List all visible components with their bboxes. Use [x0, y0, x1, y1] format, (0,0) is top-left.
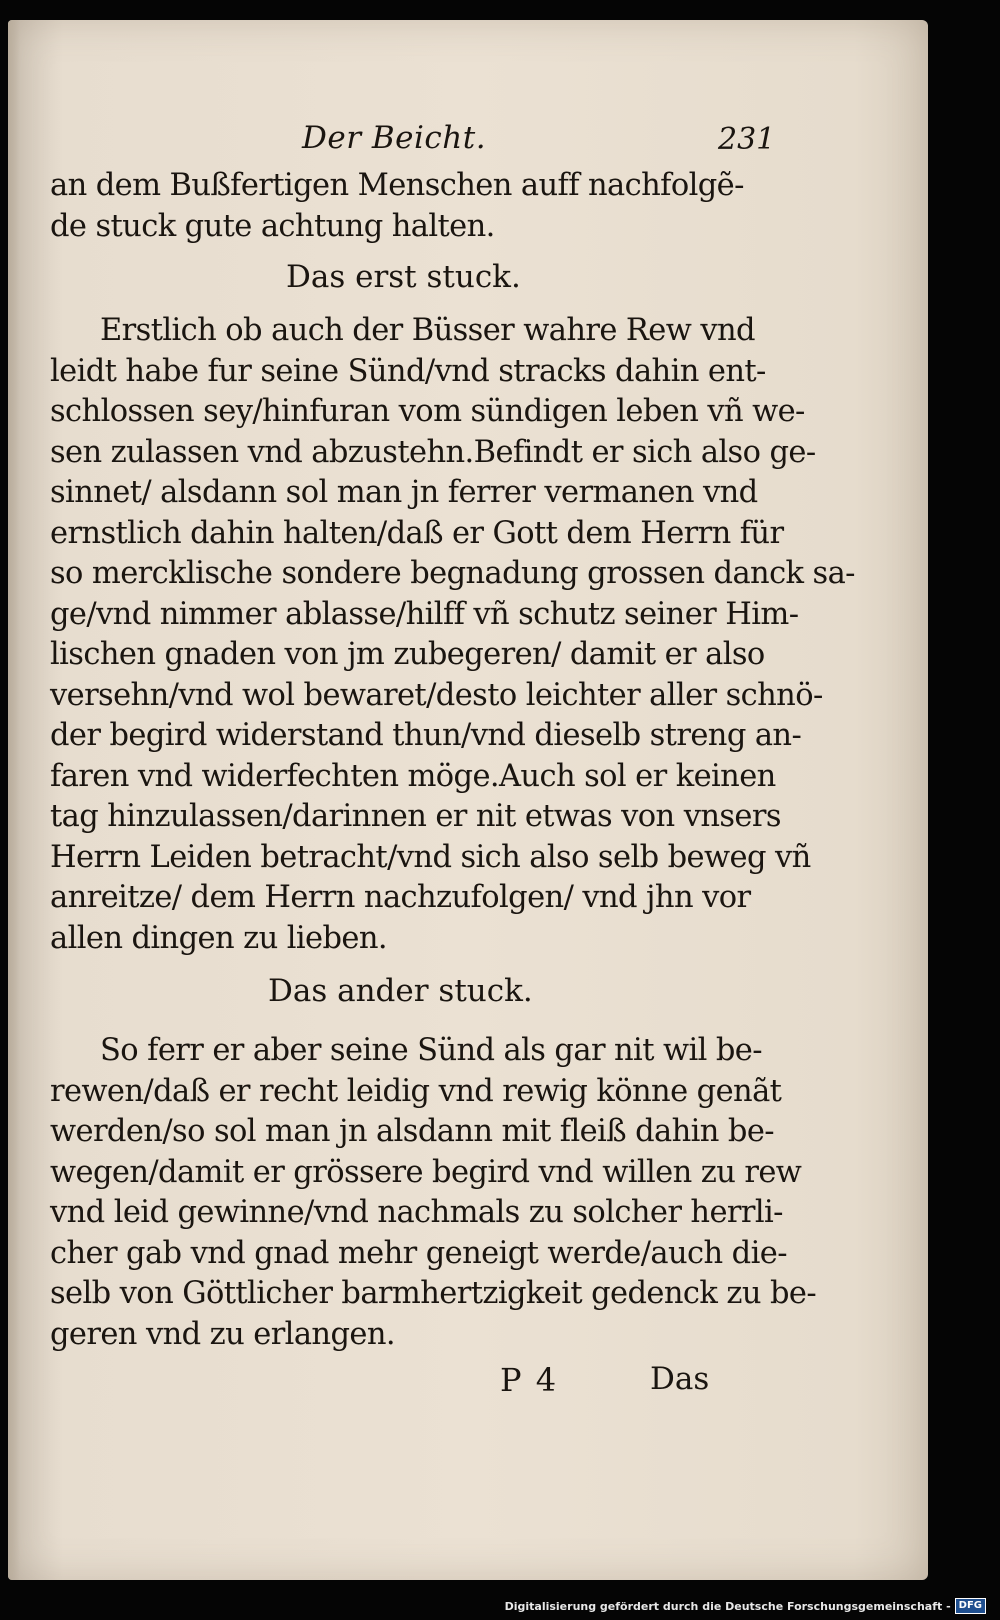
text-block	[50, 120, 855, 1411]
text-line: rewen/daß er recht leidig vnd rewig könne genãt	[50, 1073, 782, 1109]
text-line: tag hinzulassen/darinnen er nit etwas von vnsers	[50, 799, 781, 834]
section-2-paragraph	[50, 1031, 817, 1355]
catchword: Das	[650, 1361, 710, 1397]
text-line: geren vnd zu erlangen.	[50, 1316, 395, 1352]
text-line: selb von Göttlicher barmhertzigkeit gedenck zu be-	[50, 1276, 817, 1311]
text-line: ernstlich dahin halten/daß er Gott dem Herrn für	[50, 515, 784, 551]
running-head	[50, 120, 776, 166]
text-line: versehn/vnd wol bewaret/desto leichter aller schnö-	[50, 677, 823, 713]
book-page	[8, 20, 928, 1580]
text-line: so mercklische sondere begnadung grossen danck sa-	[50, 556, 855, 591]
text-line: faren vnd widerfechten möge.Auch sol er keinen	[50, 758, 776, 794]
text-line: Herrn Leiden betracht/vnd sich also selb beweg vñ	[50, 839, 811, 875]
credit-text: Digitalisierung gefördert durch die Deutsche Forschungsgemeinschaft -	[504, 1599, 951, 1613]
section-heading-2: Das ander stuck.	[268, 973, 533, 1009]
text-line: werden/so sol man jn alsdann mit fleiß dahin be-	[50, 1114, 774, 1149]
dfg-logo: DFG	[955, 1598, 986, 1614]
text-line: lischen gnaden von jm zubegeren/ damit er also	[50, 637, 765, 672]
text-line: sinnet/ alsdann sol man jn ferrer vermanen vnd	[50, 475, 758, 510]
section-1-paragraph	[50, 311, 855, 959]
page-number: 231	[718, 122, 776, 157]
text-line: ge/vnd nimmer ablasse/hilff vñ schutz seiner Him-	[50, 596, 799, 632]
text-line: cher gab vnd gnad mehr geneigt werde/auch die-	[50, 1235, 787, 1271]
text-line: wegen/damit er grössere begird vnd willen zu rew	[50, 1154, 802, 1190]
intro-lines	[50, 166, 750, 247]
text-line: de stuck gute achtung halten.	[50, 208, 495, 244]
text-line: anreitze/ dem Herrn nachzufolgen/ vnd jhn vor	[50, 880, 751, 915]
text-line: allen dingen zu lieben.	[50, 920, 387, 956]
page-foot	[50, 1361, 750, 1411]
text-line: sen zulassen vnd abzustehn.Befindt er sich also ge-	[50, 434, 816, 470]
text-line: der begird widerstand thun/vnd dieselb streng an-	[50, 718, 802, 753]
text-line: vnd leid gewinne/vnd nachmals zu solcher herrli-	[50, 1195, 783, 1230]
text-line: schlossen sey/hinfuran vom sündigen leben vñ we-	[50, 394, 805, 429]
text-line: So ferr er aber seine Sünd als gar nit wil be-	[100, 1033, 762, 1068]
section-heading-1: Das erst stuck.	[286, 259, 521, 295]
text-line: Erstlich ob auch der Büsser wahre Rew vnd	[100, 313, 755, 348]
page-binding-edge	[8, 20, 20, 1580]
signature-mark: P 4	[500, 1361, 559, 1399]
text-line: an dem Bußfertigen Menschen auff nachfolgẽ-	[50, 168, 744, 203]
text-line: leidt habe fur seine Sünd/vnd stracks dahin ent-	[50, 353, 766, 389]
digitization-credit	[505, 1596, 986, 1616]
running-title: Der Beicht.	[302, 120, 487, 156]
